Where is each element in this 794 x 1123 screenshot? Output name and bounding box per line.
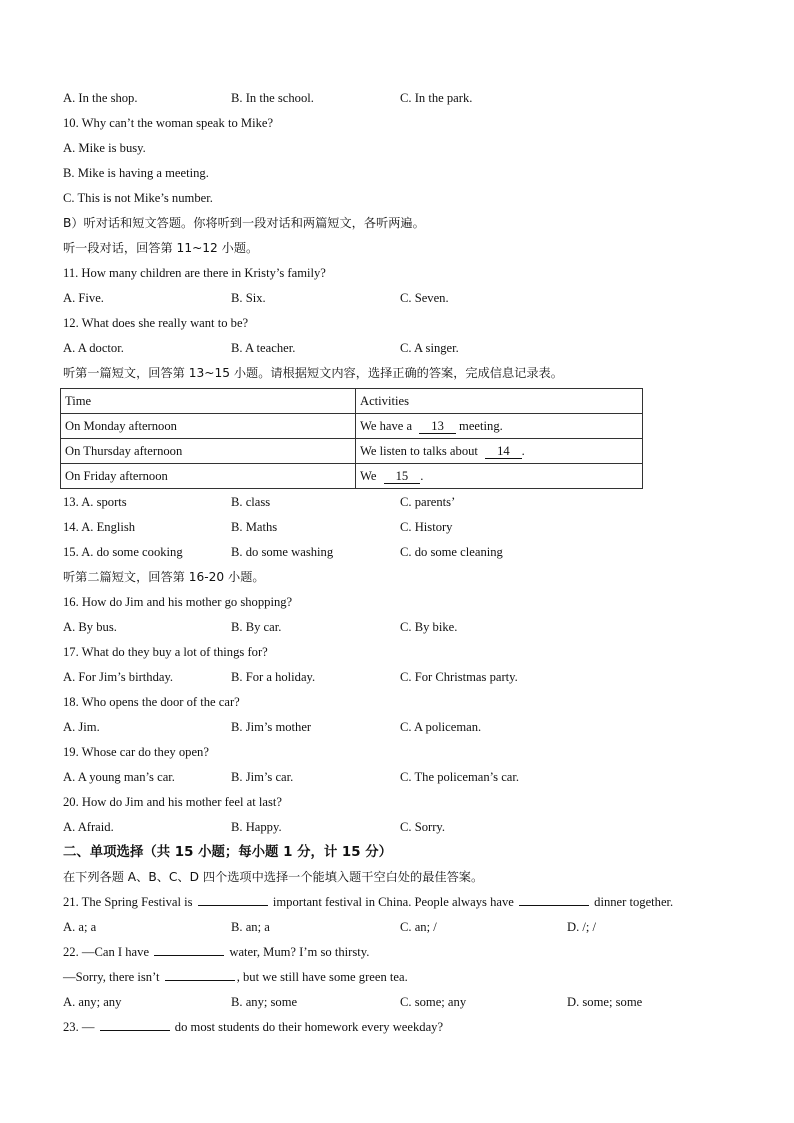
q10-option-b: B. Mike is having a meeting. xyxy=(63,166,209,180)
answer-blank-15: 15 xyxy=(384,470,421,484)
q11-option-a: A. Five. xyxy=(63,291,104,305)
activity-text: We have a xyxy=(360,419,413,433)
table-row xyxy=(61,439,643,464)
q15-options xyxy=(63,540,743,565)
q19-option-c: C. The policeman’s car. xyxy=(400,770,520,784)
q14-option-a: 14. A. English xyxy=(63,520,136,534)
activity-text: We listen to talks about xyxy=(360,444,478,458)
activity-text: . xyxy=(420,469,424,483)
q9-option-b: B. In the school. xyxy=(231,91,314,105)
q9-option-c: C. In the park. xyxy=(400,91,473,105)
q11-option-b: B. Six. xyxy=(231,291,266,305)
q22-option-c: C. some; any xyxy=(400,995,467,1009)
q12-stem: 12. What does she really want to be? xyxy=(63,316,249,330)
q22-text: , but we still have some green tea. xyxy=(236,970,408,984)
q21-blank-2 xyxy=(519,893,589,906)
q20-option-c: C. Sorry. xyxy=(400,820,446,834)
table-cell-time: On Thursday afternoon xyxy=(61,439,356,464)
q19-option-b: B. Jim’s car. xyxy=(231,770,294,784)
activity-text: We xyxy=(360,469,377,483)
q22-text: water, Mum? I’m so thirsty. xyxy=(229,945,370,959)
q22-option-a: A. any; any xyxy=(63,995,122,1009)
q16-option-b: B. By car. xyxy=(231,620,282,634)
q17-option-c: C. For Christmas party. xyxy=(400,670,518,684)
q16-options xyxy=(63,615,743,640)
q16-option-a: A. By bus. xyxy=(63,620,117,634)
q22-option-b: B. any; some xyxy=(231,995,298,1009)
q11-options xyxy=(63,286,743,311)
q18-option-c: C. A policeman. xyxy=(400,720,482,734)
q13-option-a: 13. A. sports xyxy=(63,495,127,509)
table-cell-activity xyxy=(356,439,643,464)
q18-stem: 18. Who opens the door of the car? xyxy=(63,695,240,709)
q14-option-c: C. History xyxy=(400,520,453,534)
q20-option-b: B. Happy. xyxy=(231,820,282,834)
q21-text: important festival in China. People always have xyxy=(272,895,514,909)
q9-options xyxy=(63,86,743,111)
q11-option-c: C. Seven. xyxy=(400,291,449,305)
q14-options xyxy=(63,515,743,540)
q14-option-b: B. Maths xyxy=(231,520,278,534)
table-header-time: Time xyxy=(61,389,356,414)
q10-stem: 10. Why can’t the woman speak to Mike? xyxy=(63,116,274,130)
q13-options xyxy=(63,490,743,515)
info-record-table xyxy=(60,388,643,489)
part2-heading: 二、单项选择（共 15 小题；每小题 1 分，计 15 分） xyxy=(63,845,392,860)
q18-options xyxy=(63,715,743,740)
q20-stem: 20. How do Jim and his mother feel at last? xyxy=(63,795,282,809)
passage2-intro: 听第二篇短文，回答第 16-20 小题。 xyxy=(63,570,265,584)
q16-stem: 16. How do Jim and his mother go shopping? xyxy=(63,595,293,609)
q18-option-b: B. Jim’s mother xyxy=(231,720,312,734)
q13-option-b: B. class xyxy=(231,495,271,509)
q22-text: 22. —Can I have xyxy=(63,945,150,959)
q22-blank-1 xyxy=(154,943,224,956)
q21-option-a: A. a; a xyxy=(63,920,97,934)
q20-option-a: A. Afraid. xyxy=(63,820,114,834)
q9-option-a: A. In the shop. xyxy=(63,91,138,105)
q22-text: —Sorry, there isn’t xyxy=(63,970,160,984)
activity-text: . xyxy=(521,444,525,458)
q19-stem: 19. Whose car do they open? xyxy=(63,745,209,759)
table-header-row xyxy=(61,389,643,414)
q15-option-c: C. do some cleaning xyxy=(400,545,503,559)
q15-option-a: 15. A. do some cooking xyxy=(63,545,183,559)
q21-option-d: D. /; / xyxy=(567,920,597,934)
q15-option-b: B. do some washing xyxy=(231,545,334,559)
q22-stem-line2 xyxy=(63,965,743,990)
table-row xyxy=(61,464,643,489)
q12-option-a: A. A doctor. xyxy=(63,341,124,355)
q22-blank-2 xyxy=(165,968,235,981)
part2-instruction: 在下列各题 A、B、C、D 四个选项中选择一个能填入题干空白处的最佳答案。 xyxy=(63,870,484,884)
table-row xyxy=(61,414,643,439)
q16-option-c: C. By bike. xyxy=(400,620,458,634)
q17-stem: 17. What do they buy a lot of things for? xyxy=(63,645,268,659)
table-cell-time: On Monday afternoon xyxy=(61,414,356,439)
q22-option-d: D. some; some xyxy=(567,995,643,1009)
q21-text: dinner together. xyxy=(594,895,674,909)
q21-blank-1 xyxy=(198,893,268,906)
table-cell-time: On Friday afternoon xyxy=(61,464,356,489)
q23-text: 23. — xyxy=(63,1020,95,1034)
q11-stem: 11. How many children are there in Kristy’s family? xyxy=(63,266,326,280)
answer-blank-14: 14 xyxy=(485,445,522,459)
q23-blank xyxy=(100,1018,170,1031)
table-cell-activity xyxy=(356,464,643,489)
q21-option-b: B. an; a xyxy=(231,920,270,934)
q19-options xyxy=(63,765,743,790)
q21-text: 21. The Spring Festival is xyxy=(63,895,193,909)
q12-options xyxy=(63,336,743,361)
section-b-intro: B）听对话和短文答题。你将听到一段对话和两篇短文，各听两遍。 xyxy=(63,216,425,230)
activity-text: meeting. xyxy=(459,419,503,433)
q22-options xyxy=(63,990,743,1015)
q17-option-b: B. For a holiday. xyxy=(231,670,316,684)
q18-option-a: A. Jim. xyxy=(63,720,100,734)
q22-stem-line1 xyxy=(63,940,743,965)
q12-option-c: C. A singer. xyxy=(400,341,459,355)
dialogue-intro: 听一段对话，回答第 11~12 小题。 xyxy=(63,241,259,255)
q21-options xyxy=(63,915,743,940)
q17-option-a: A. For Jim’s birthday. xyxy=(63,670,174,684)
q21-option-c: C. an; / xyxy=(400,920,437,934)
q10-option-a: A. Mike is busy. xyxy=(63,141,146,155)
table-cell-activity xyxy=(356,414,643,439)
table-header-activities: Activities xyxy=(356,389,643,414)
passage1-intro: 听第一篇短文，回答第 13~15 小题。请根据短文内容，选择正确的答案，完成信息记录表。 xyxy=(63,366,563,380)
q13-option-c: C. parents’ xyxy=(400,495,456,509)
answer-blank-13: 13 xyxy=(419,420,456,434)
q23-stem xyxy=(63,1015,743,1040)
q20-options xyxy=(63,815,743,840)
q12-option-b: B. A teacher. xyxy=(231,341,296,355)
q23-text: do most students do their homework every weekday? xyxy=(174,1020,444,1034)
q10-option-c: C. This is not Mike’s number. xyxy=(63,191,213,205)
q21-stem xyxy=(63,890,743,915)
exam-page xyxy=(63,86,743,1040)
q19-option-a: A. A young man’s car. xyxy=(63,770,175,784)
q17-options xyxy=(63,665,743,690)
